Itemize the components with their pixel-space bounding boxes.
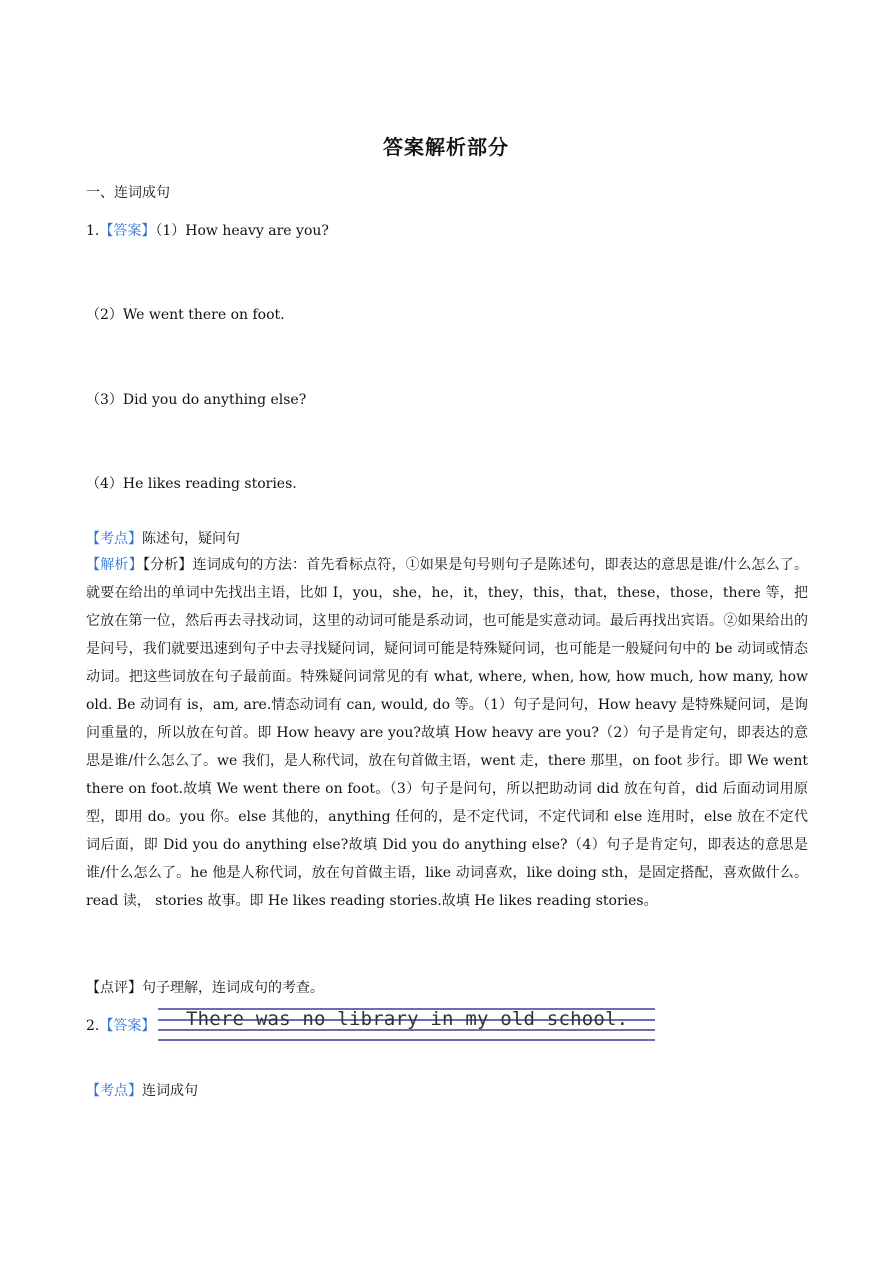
q1-answer-line-1: [86, 220, 329, 240]
q1-kaodian-tag: 【考点】: [86, 531, 142, 547]
q1-answer-4: （4）He likes reading stories.: [86, 476, 297, 492]
q1-number: 1.: [86, 223, 100, 239]
q1-answer-tag: 【答案】: [99, 223, 156, 239]
q1-answer-2: （2）We went there on foot.: [86, 307, 285, 323]
q1-jiexi-text: 【分析】连词成句的方法：首先看标点符，①如果是句号则句子是陈述句，即表达的意思是谁/什么怎么了。就要在给出的单词中先找出主语，比如 I，you，she，he，it，they，this，that，these，those，there 等，把它放在第一位，然后再去寻找动词，这里的动词可能是系动词，也可能是实意动词。最后再找出宾语。②如果给出的是问号，我们就要迅速到句子中去寻找疑问词，疑问词可能是特殊疑问词，也可能是一般疑问句中的 be 动词或情态动词。把这些词放在句子最前面。特殊疑问词常见的有 what, where, when, how, how much, how many, how old. Be 动词有 is，am, are.情态动词有 can, would, do 等。（1）句子是问句，How heavy 是特殊疑问词，是询问重量的，所以放在句首。即 How heavy are you?故填 How heavy are you?（2）句子是肯定句，即表达的意思是谁/什么怎么了。we 我们，是人称代词，放在句首做主语，went 走，there 那里，on foot 步行。即 We went there on foot.故填 We went there on foot。（3）句子是问句，所以把助动词 did 放在句首，did 后面动词用原型，即用 do。you 你。else 其他的，anything 任何的，是不定代词，不定代词和 else 连用时，else 放在不定代词后面，即 Did you do anything else?故填 Did you do anything else?（4）句子是肯定句，即表达的意思是谁/什么怎么了。he 他是人称代词，放在句首做主语，like 动词喜欢，like doing sth，是固定搭配，喜欢做什么。read 读， stories 故事。即 He likes reading stories.故填 He likes reading stories。: [86, 557, 809, 909]
q2-answer-tag: 【答案】: [99, 1018, 156, 1034]
q1-kaodian-text: 陈述句，疑问句: [142, 531, 240, 547]
q2-handwriting-text: There was no library in my old school.: [186, 1008, 629, 1030]
section-heading: 一、连词成句: [86, 185, 170, 201]
page-title: 答案解析部分: [383, 135, 509, 159]
q2-kaodian: [86, 1080, 198, 1100]
q2-handwriting-image: [158, 1006, 655, 1042]
q2-kaodian-tag: 【考点】: [86, 1083, 142, 1099]
q1-jiexi-tag: 【解析】: [86, 557, 143, 573]
q2-number: 2.: [86, 1018, 100, 1034]
q1-jiexi: [86, 551, 808, 915]
q1-answer-3: （3）Did you do anything else?: [86, 392, 307, 408]
q1-answer-1: （1）How heavy are you?: [155, 223, 329, 239]
q2-kaodian-text: 连词成句: [142, 1083, 198, 1099]
q1-kaodian: [86, 528, 240, 548]
q1-dianping: 【点评】句子理解，连词成句的考查。: [86, 980, 324, 996]
q2-answer-line: [86, 1015, 155, 1035]
